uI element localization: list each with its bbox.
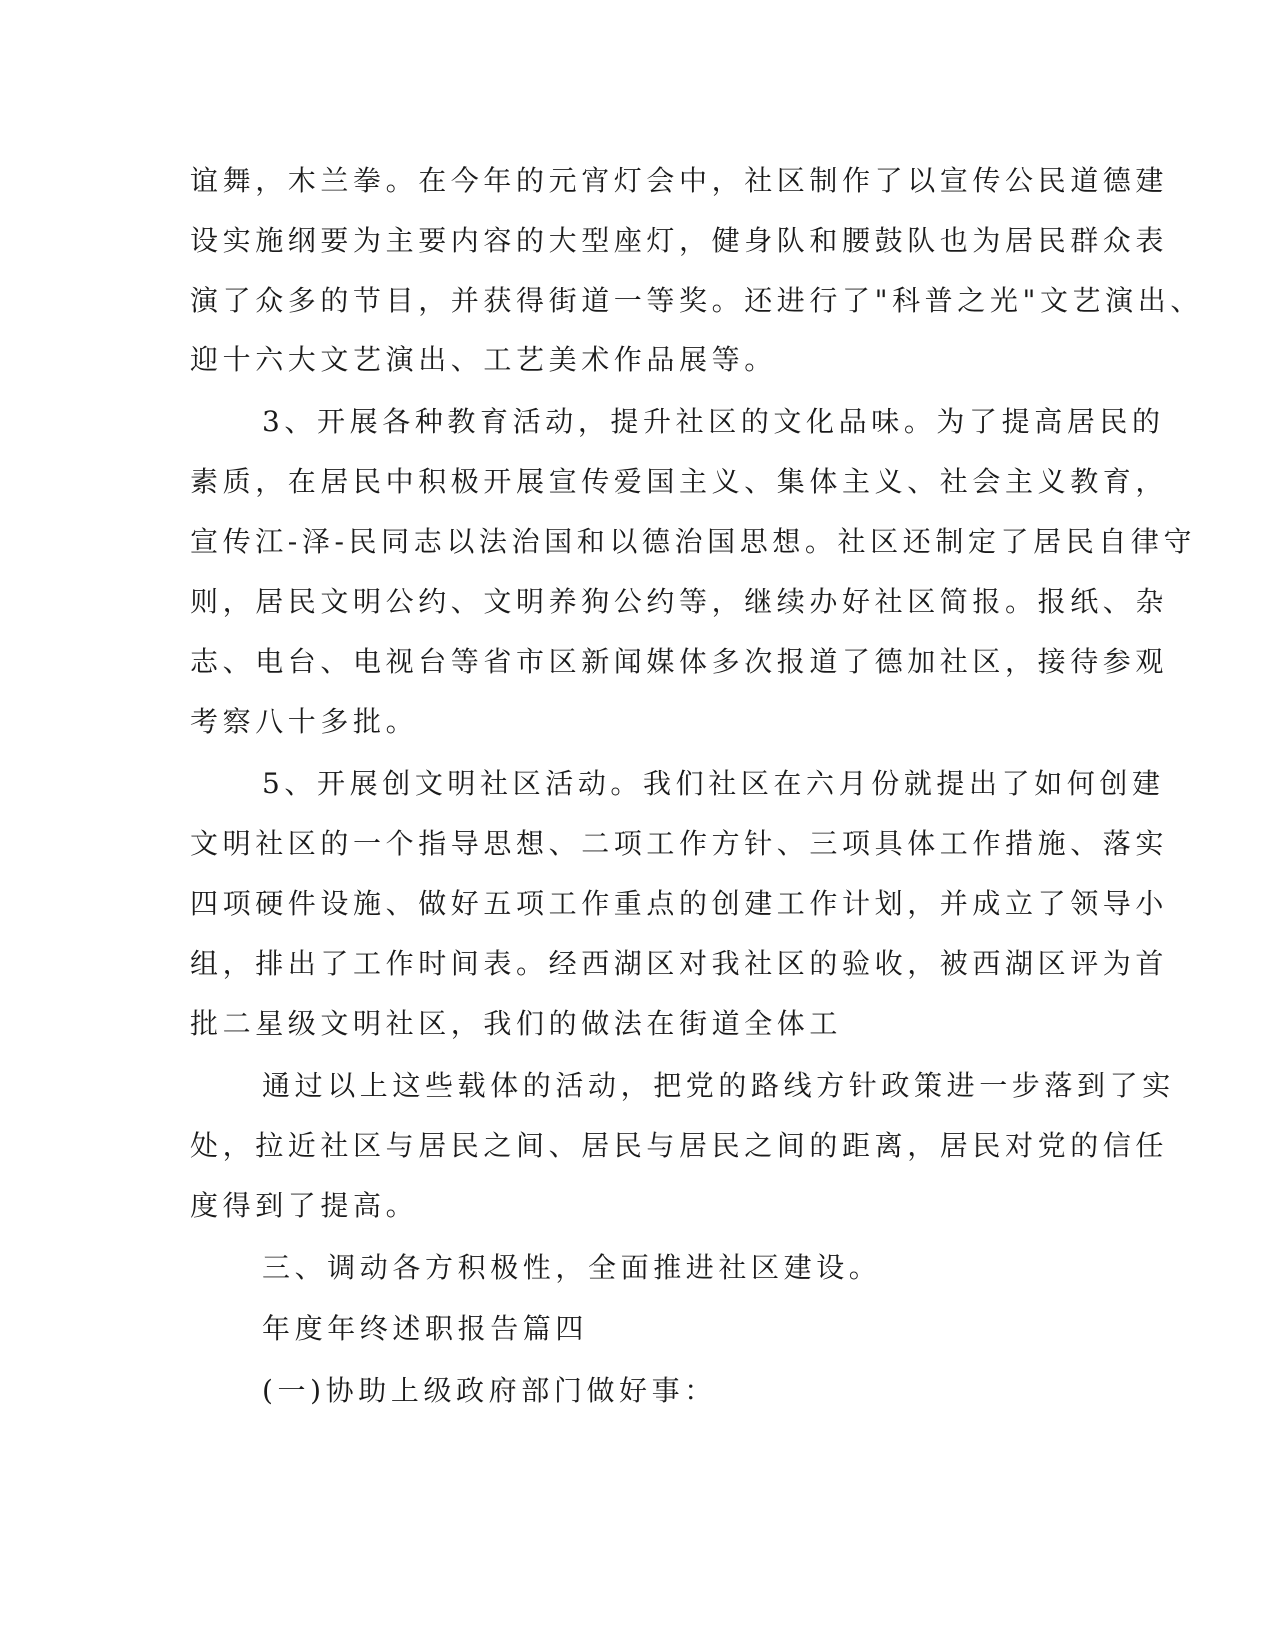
text-line: 文明社区的一个指导思想、二项工作方针、三项具体工作措施、落实 [190,827,1169,860]
text-line: 处，拉近社区与居民之间、居民与居民之间的距离，居民对党的信任 [190,1129,1169,1162]
text-line: 考察八十多批。 [190,705,419,738]
text-line: 演了众多的节目，并获得街道一等奖。还进行了"科普之光"文艺演出、 [190,284,1203,317]
text-line: 迎十六大文艺演出、工艺美术作品展等。 [190,343,777,376]
report-title: 年度年终述职报告篇四 [262,1312,589,1345]
text-line: 组，排出了工作时间表。经西湖区对我社区的验收，被西湖区评为首 [190,947,1169,980]
text-line: 谊舞，木兰拳。在今年的元宵灯会中，社区制作了以宣传公民道德建 [190,164,1169,197]
text-line: 5、开展创文明社区活动。我们社区在六月份就提出了如何创建 [262,767,1165,800]
text-line: 素质，在居民中积极开展宣传爱国主义、集体主义、社会主义教育， [190,465,1169,498]
text-line: 设实施纲要为主要内容的大型座灯，健身队和腰鼓队也为居民群众表 [190,224,1169,257]
text-line: 四项硬件设施、做好五项工作重点的创建工作计划，并成立了领导小 [190,887,1169,920]
text-line: 则，居民文明公约、文明养狗公约等，继续办好社区简报。报纸、杂 [190,585,1169,618]
text-line: 宣传江-泽-民同志以法治国和以德治国思想。社区还制定了居民自律守 [190,525,1197,558]
text-line: 批二星级文明社区，我们的做法在街道全体工 [190,1007,843,1040]
text-line: 度得到了提高。 [190,1189,419,1222]
text-line: 3、开展各种教育活动，提升社区的文化品味。为了提高居民的 [262,405,1165,438]
subheading: (一)协助上级政府部门做好事： [262,1374,717,1407]
section-heading: 三、调动各方积极性，全面推进社区建设。 [262,1251,882,1284]
text-line: 通过以上这些载体的活动，把党的路线方针政策进一步落到了实 [262,1069,1175,1102]
text-line: 志、电台、电视台等省市区新闻媒体多次报道了德加社区，接待参观 [190,645,1169,678]
